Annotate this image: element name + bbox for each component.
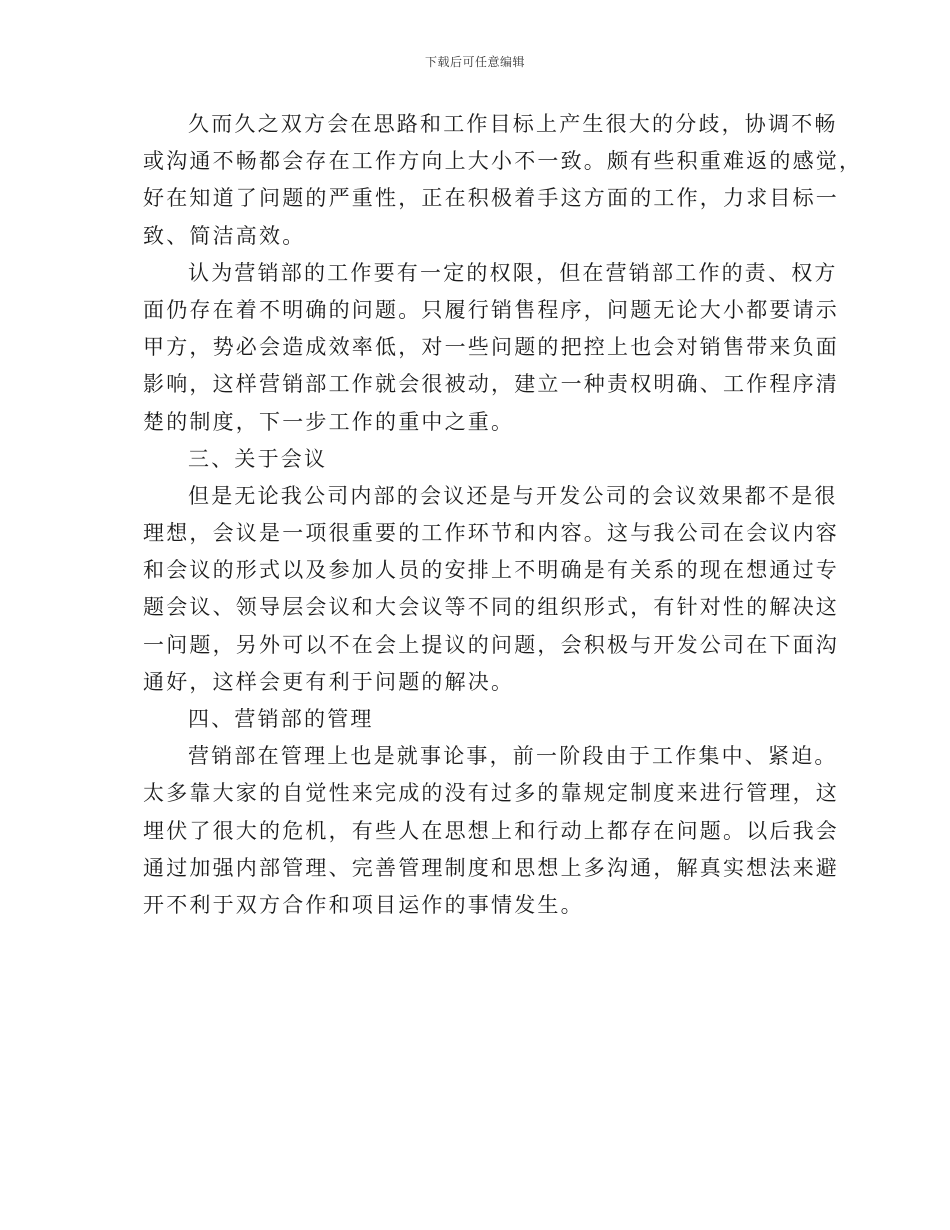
text-line: 开不利于双方合作和项目运作的事情发生。 [143, 892, 584, 917]
text-line: 通好，这样会更有利于问题的解决。 [143, 669, 515, 694]
text-line: 面仍存在着不明确的问题。只履行销售程序，问题无论大小都要请示 [143, 297, 839, 322]
text-line: 题会议、领导层会议和大会议等不同的组织形式，有针对性的解决这 [143, 595, 839, 620]
section-heading: 四、营销部的管理 [188, 707, 374, 731]
text-line: 久而久之双方会在思路和工作目标上产生很大的分歧，协调不畅 [188, 112, 838, 136]
text-line: 楚的制度，下一步工作的重中之重。 [143, 409, 515, 434]
document-body [143, 106, 863, 924]
text-line: 好在知道了问题的严重性，正在积极着手这方面的工作，力求目标一 [143, 186, 839, 211]
text-line: 但是无论我公司内部的会议还是与开发公司的会议效果都不是很 [188, 483, 838, 508]
section-heading: 三、关于会议 [188, 446, 328, 471]
text-line: 或沟通不畅都会存在工作方向上大小不一致。颇有些积重难返的感觉， [143, 149, 863, 174]
text-line: 认为营销部的工作要有一定的权限，但在营销部工作的责、权方 [188, 260, 838, 285]
text-line: 甲方，势必会造成效率低，对一些问题的把控上也会对销售带来负面 [143, 335, 839, 360]
text-line: 和会议的形式以及参加人员的安排上不明确是有关系的现在想通过专 [143, 558, 839, 583]
text-line: 通过加强内部管理、完善管理制度和思想上多沟通，解真实想法来避 [143, 855, 839, 880]
text-line: 理想，会议是一项很重要的工作环节和内容。这与我公司在会议内容 [143, 521, 839, 546]
text-line: 影响，这样营销部工作就会很被动，建立一种责权明确、工作程序清 [143, 372, 839, 397]
page-header: 下载后可任意编辑 [424, 55, 525, 69]
text-line: 营销部在管理上也是就事论事，前一阶段由于工作集中、紧迫。 [188, 744, 838, 769]
text-line: 致、简洁高效。 [143, 223, 306, 248]
text-line: 太多靠大家的自觉性来完成的没有过多的靠规定制度来进行管理，这 [143, 781, 839, 806]
text-line: 埋伏了很大的危机，有些人在思想上和行动上都存在问题。以后我会 [143, 818, 839, 843]
text-line: 一问题，另外可以不在会上提议的问题，会积极与开发公司在下面沟 [143, 632, 839, 657]
